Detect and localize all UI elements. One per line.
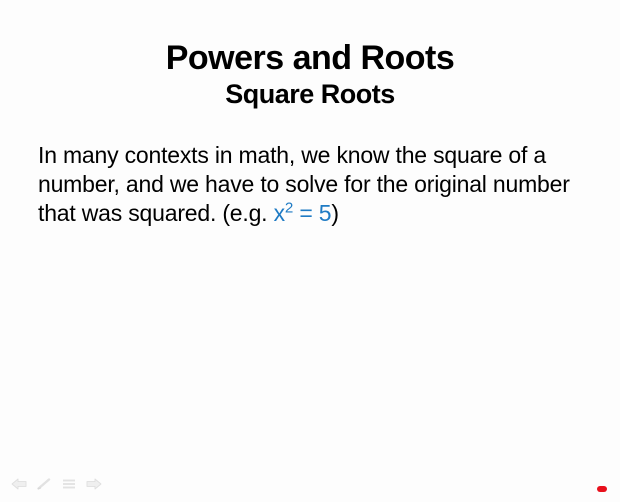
nav-toolbar [11,477,102,491]
forward-arrow-icon [86,478,102,490]
list-icon [61,478,77,490]
pages-button[interactable] [61,477,77,491]
forward-button[interactable] [86,477,102,491]
back-arrow-icon [11,478,27,490]
red-laser-dot [597,486,607,492]
pen-button[interactable] [36,477,52,491]
equation-exponent: 2 [284,199,294,217]
body-text-after: ) [331,200,339,227]
equation-base: x [273,200,285,227]
slide-canvas [0,38,620,502]
slide-title: Powers and Roots [165,39,455,77]
body-text-before: In many contexts in math, we know the square of a number, and we have to solve for the original number that was squared. (e.g. [38,142,570,227]
slide-body-paragraph [38,141,586,228]
slide-subtitle: Square Roots [225,79,395,110]
pencil-icon [36,478,52,490]
back-button[interactable] [11,477,27,491]
equation-equals-value: = 5 [293,200,332,227]
